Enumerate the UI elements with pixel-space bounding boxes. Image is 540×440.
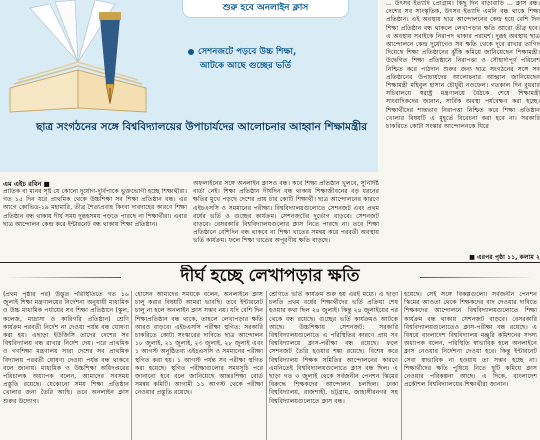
bottom-column-1 <box>3 291 129 440</box>
section-divider <box>0 262 540 263</box>
column-divider <box>401 291 402 440</box>
online-class-tag <box>183 0 348 17</box>
bottom-column-3 <box>269 291 398 440</box>
bullet-session-jam: সেশনজটে পড়বে উচ্চ শিক্ষা, <box>188 46 296 58</box>
bottom-text-2: হোসেন আমাদের সময়কে বলেন, অনলাইনে ক্লাস চালু করার বিষয়টি আমরা ভাবছি। তবে ইন্টারনেট চালু না হলে অনলাইন ক্লাস সম্ভব নয়। যদি বেশি দিন শিক্ষাপ্রতিষ্ঠান বন্ধ থাকে, তাহলে লেখাপড়ার ক্ষতি আরও বাড়বে। এইচএসসি পরীক্ষা স্থগিত: সরকারি চাকরিতে কোটা সংস্কারের দাবিতে ছাত্র আন্দোলন ১৮ জুলাই, ২১ জুলাই, ২৩ জুলাই, ২৮ জুলাই এবং ১ আগস্ট অনুষ্ঠিতব্য এইচএসসি ও সমমানের পরীক্ষা স্থগিত করা হয়। ১ আগস্ট পর্যন্ত সব পরীক্ষা স্থগিত করা হয়েছে। স্থগিত পরীক্ষাগুলোর সময়সূচি পরে জানানো হবে বলে জানিয়েছে আন্তঃশিক্ষা বোর্ড সমন্বয় কমিটি। আগামী ১১ আগস্ট থেকে পরীক্ষা নেওয়ার প্রস্তুতি রয়েছে। <box>135 291 263 397</box>
column-divider <box>266 291 267 440</box>
bottom-column-2 <box>135 291 263 440</box>
article-column-1 <box>3 188 187 256</box>
continued-marker: ■ এরপর পৃষ্ঠা ১১, কলাম ২ <box>469 254 540 261</box>
book-pen-illustration <box>0 0 165 115</box>
article-text-2: অফলাইনের সঙ্গে অনলাইন ক্লাসও বন্ধ। কবে শিক্ষা প্রতিষ্ঠান খুলবে, সুনির্দিষ্ট বার্তা নেই। শিক্ষা প্রতিষ্ঠান দীর্ঘদিন বন্ধ থাকায় শিক্ষাজীবনের বড় ধরনের ক্ষতির মুখে পড়ছে দেশের প্রায় চার কোটি শিক্ষার্থী। ছাত্র আন্দোলনের কারণে এইচএসসি ও সমমানের পরীক্ষা। বিশ্ববিদ্যালয়গুলোতে সেশনজট এবং প্রথম বর্ষের ভর্তি ও গুচ্ছের কার্যক্রম। সেশনজটের দুর্ভোগ বাড়বে। সেশনজট বাড়বে। বেসরকারি বিশ্ববিদ্যালয়গুলোর ক্লাস নিতে পারছে না। তবে শিক্ষা প্রতিষ্ঠানে বেশিদিন বন্ধ থাকবে না শিক্ষা খাতের সমন্বয় করে পরবর্তী অবস্থায় ভর্তি কার্যক্রম। ফলে শিক্ষা খাতের অপূরণীয় ক্ষতি বাড়ছে। <box>193 180 379 245</box>
bullet-session-jam-line2: আটকে আছে গুচ্ছের ভর্তি <box>200 61 292 71</box>
right-column-text: ... উৎসব ইত্যাদি প্রোগ্রাম। কিছু দিন বাড়াবাড়ি ... ক্লাস বন্ধ। দেশের সব সাংস্কৃতিক, উৎসব ইত্যাদি এমনি বন্ধ থাকে শিক্ষা প্রতিষ্ঠান। এই অবস্থায় ছাত্র আন্দোলনের কেন্দ্র হয়ে বেশি দিন শিক্ষা প্রতিষ্ঠান বন্ধ থাকলে লেখাপড়ার ক্ষতি আরো তীব্র হবে। এ অবস্থায় সবাইকে নিরাপদ থাকার পরামর্শ। দুরূহ অবস্থায় ছাত্র আন্দোলনে কেন্দ্র দুর্যোগেও সব ক্ষতি থেকে দূরে রাখার তাগিদ দিয়েছে শিক্ষা প্রতিষ্ঠানের ঝুঁকি কমিয়ে জানিয়েছেন শিক্ষামন্ত্রী। উদ্বেগিত শিক্ষা প্রতিষ্ঠানে নিরাপত্তা ও সৌহার্দ্যপূর্ণ পরিবেশ নিশ্চিত করে পাঠদান শুরুর জন্য ছাত্র সংগঠনের সঙ্গে সব প্রতিষ্ঠানের উপাচার্যদের আলোচনার আহ্বান জানিয়েছেন শিক্ষামন্ত্রী মহিবুল হাসান চৌধুরী নওফেল। গতকাল দিন বুধবার সচিবালয়ে স্বরাষ্ট্র মন্ত্রণালয়ে বৈঠকে শেষে শিক্ষামন্ত্রী সাংবাদিকদের জানান, সার্বিক অবস্থা পর্যবেক্ষণ করা হচ্ছে। শিক্ষার্থীদের শান্তভাব নিরাপত্তা নিশ্চিত করে শিক্ষা প্রতিষ্ঠান খোলার বিষয়টি এ মুহূর্তে বিবেচনা করা হবে না। সরকারি চাকরিতে কোটা সংস্কার আন্দোলনকে ঘিরে <box>386 0 540 131</box>
column-divider <box>131 291 132 440</box>
byline: এম এইচ রবিন ■ <box>3 180 50 188</box>
right-column-article <box>386 0 540 250</box>
banner-headline: ছাত্র সংগঠনের সঙ্গে বিশ্ববিদ্যালয়ের উপাচার্যদের আলোচনার আহ্বান শিক্ষামন্ত্রীর <box>36 121 368 133</box>
bullet-dot-icon <box>188 49 194 55</box>
bottom-column-4 <box>404 291 537 440</box>
section-headline-text: দীর্ঘ হচ্ছে লেখাপড়ার ক্ষতি <box>180 266 360 286</box>
bottom-text-3: শ্রেণিতে ভর্তি কার্যক্রম শুরু হয় এরই মধ্যে। এ ছাড়া চলতি প্রথম বর্ষের শিক্ষার্থীদের ভর্তি প্রক্রিয়া শেষ হওয়ার কথা ছিল ২৪ জুলাই। কিন্তু ২৪ জুলাইয়ের পর থেকে বন্ধ রয়েছে। গুচ্ছের ভর্তি কার্যক্রমও আটকে আছে। উচ্চশিক্ষায় সেশনজট: সরকারি বিশ্ববিদ্যালয়গুলোতে এ পরিস্থিতির কারণে প্রায় সব বিশ্ববিদ্যালয়ে ক্লাস-পরীক্ষা বন্ধ রয়েছে। ফলে সেশনজট তৈরি হওয়ার শঙ্কা রয়েছে। বিশেষ করে বিশ্ববিদ্যালয় শিক্ষক সমিতির আন্দোলনের কারণে এমনিতেই বিশ্ববিদ্যালয়গুলোতে ক্লাস বন্ধ ছিল। এ ছাড়া গত ৩ জুলাই থেকে সর্বজনীন পেনশন স্কিমের বিরুদ্ধে শিক্ষকদের আন্দোলন চলছিল। ঢাকা বিশ্ববিদ্যালয়, রাজশাহী, চট্টগ্রাম, জাহাঙ্গীরনগর সহ বিশ্ববিদ্যালয়গুলোতে ক্লাস বন্ধ। <box>269 291 398 405</box>
online-class-tag-text: শুরু হবে অনলাইন ক্লাস <box>222 3 309 13</box>
article-text-1: প্রাতিক বা মানব সৃষ্ট যে কোনো দুর্যোগ-দুর্বিপাকে ভুক্তভোগী হচ্ছে শিক্ষার্থীরা। গত ১৫ দিন ধরে প্রাথমিক থেকে উচ্চশিক্ষা সব শিক্ষা প্রতিষ্ঠান বন্ধ। এর আগে কোভিড-১৯ মহামারি, তীব্র শৈত্যপ্রবাহ কিংবা দাবদাহের কারণে শিক্ষা প্রতিষ্ঠান বন্ধ থাকায় দীর্ঘ সময় দুরূহসময় পড়তে পারছে না শিক্ষার্থীরা। এবার ছাত্র আন্দোলন কেন্দ্র করে ইন্টারনেট বন্ধ থাকায় শিক্ষা প্রতিষ্ঠান। <box>3 188 187 228</box>
section-headline <box>0 265 540 287</box>
article-column-2 <box>193 180 379 262</box>
bottom-text-1: (প্রথম পৃষ্ঠার পর) উদ্ভূত পরিস্থিতিতে গত ১৬ জুলাই শিক্ষা মন্ত্রণালয়ের নির্দেশনা অনুযায়ী মাধ্যমিক ও উচ্চ মাধ্যমিক পর্যায়ের সব শিক্ষা প্রতিষ্ঠানে (স্কুল, কলেজ, মাদ্রাসা ও কারিগরি প্রতিষ্ঠান) শ্রেণি কার্যক্রম পরবর্তী নির্দেশ না দেওয়া পর্যন্ত বন্ধ ঘোষণা করা হয়। এছাড়া ইউজিসি তাদের দেশের সব বিশ্ববিদ্যালয় বন্ধ রাখার নির্দেশ দেয়। পরে প্রাথমিক ও গণশিক্ষা মন্ত্রণালয় সারা দেশের সব প্রাথমিক বিদ্যালয় পরবর্তী ঘোষণা দেওয়া পর্যন্ত বন্ধ থাকবে বলে জানায়। মাধ্যমিক ও উচ্চশিক্ষা অধিদপ্তরের পরিচালক অধ্যাপক বলেন, আমাদের সবসময় প্রস্তুতি রয়েছে। যেকোনো সময় শিক্ষা প্রতিষ্ঠান খোলার জন্য তৈরি আছি। তবে অনলাইন ক্লাস শুরুর উদ্যোগ। <box>3 291 129 405</box>
bottom-text-4: হয়েছে। সেই সঙ্গে বিকল্পগুলো। সর্বজনীন পেনশন স্কিমের আওতা থেকে শিক্ষকদের বাদ দেওয়ার দাবিতে শিক্ষকদের আন্দোলনে বিশ্ববিদ্যালয়গুলোতে শিক্ষা কার্যক্রম বন্ধ থাকায় সেশনজট বাড়বে। বেসরকারি বিশ্ববিদ্যালয়গুলোতেও ক্লাস-পরীক্ষা বন্ধ রয়েছে। এ বিষয়ে বাংলাদেশ বিশ্ববিদ্যালয় মঞ্জুরি কমিশনের সদস্য অধ্যাপক বলেন, পরিস্থিতি স্বাভাবিক হলে অনলাইনে ক্লাস নেওয়ার নির্দেশনা দেওয়া হবে। কিন্তু ইন্টারনেট সেবা স্বাভাবিক না হওয়ায় তা সম্ভব হচ্ছে না। শিক্ষার্থীদের ক্ষতি পুষিয়ে নিতে ছুটি কমিয়ে ক্লাস নেওয়ার পরিকল্পনা আছে। এ দিকে, বাংলাদেশ প্রকৌশল বিশ্ববিদ্যালয়ের শিক্ষার্থীরা জানান। <box>404 291 537 389</box>
education-banner <box>0 0 378 172</box>
